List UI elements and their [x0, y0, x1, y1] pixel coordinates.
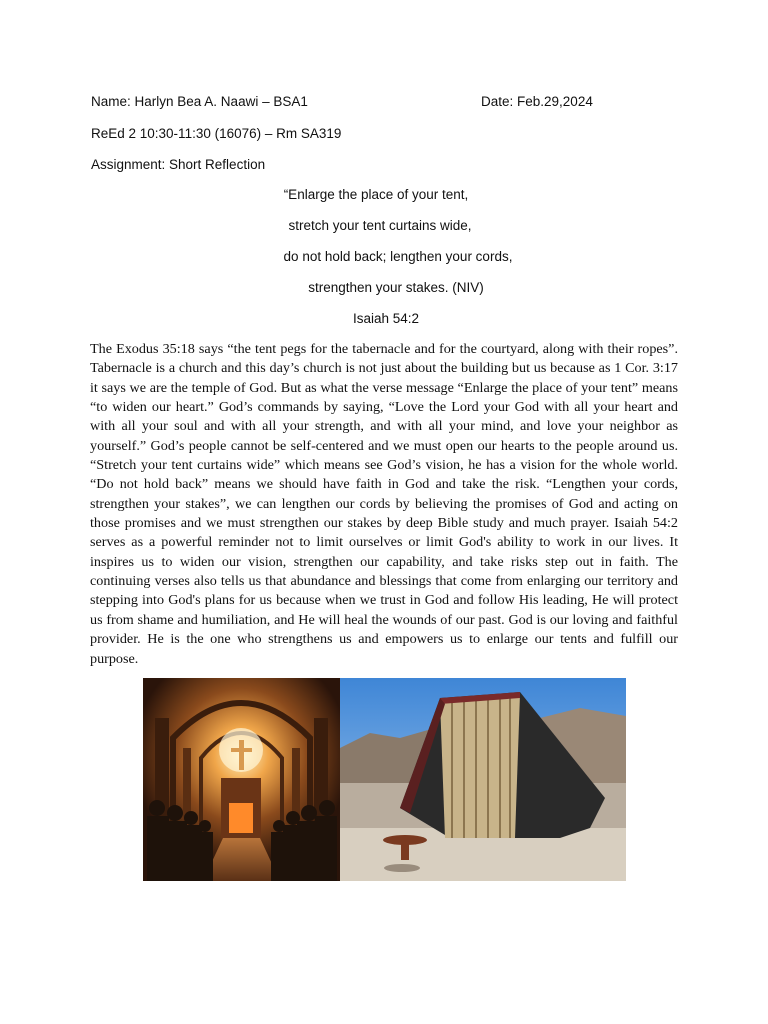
verse-line: “Enlarge the place of your tent, — [283, 187, 469, 202]
verse-line: do not hold back; lengthen your cords, — [283, 249, 513, 264]
name-line: Name: Harlyn Bea A. Naawi – BSA1 — [91, 94, 308, 109]
course-line: ReEd 2 10:30-11:30 (16076) – Rm SA319 — [91, 126, 342, 141]
church-interior-image — [143, 678, 340, 881]
assignment-line: Assignment: Short Reflection — [91, 157, 266, 172]
tabernacle-tent-image — [340, 678, 626, 881]
verse-line: strengthen your stakes. (NIV) — [308, 280, 484, 295]
reflection-paragraph: The Exodus 35:18 says “the tent pegs for the tabernacle and for the courtyard, along with their ropes”. Tabernacle is a church and this day’s church is not just about the building but us because as 1 Cor. 3:17 it says we are the temple of God. But as what the verse message “Enlarge the place of your tent” means “to widen our heart.” God’s commands by saying, “Love the Lord your God with all your heart and with all your soul and with all your strength, and with all your mind, and love your neighbor as yourself.” God’s people cannot be self-centered and we must open our hearts to the people around us. “Stretch your tent curtains wide” which means see God’s vision, he has a vision for the whole world. “Do not hold back” means we should have faith in God and take the risk. “Lengthen your cords, strengthen your stakes”, we can lengthen our cords by believing the promises of God and acting on those promises and we must strengthen our stakes by deep Bible study and much prayer. Isaiah 54:2 serves as a powerful reminder not to limit ourselves or limit God's ability to work in our lives. It inspires us to widen our vision, strengthen our capability, and take risks step out in faith. The continuing verses also tells us that abundance and blessings that come from enlarging our territory and stepping into God's plans for us because when we trust in God and follow His leading, He will protect us from shame and humiliation, and He will heal the wounds of our past. God is our loving and faithful provider. He is the one who strengthens us and empowers us to enlarge our tents and fulfill our purpose. — [90, 341, 678, 667]
date-line: Date: Feb.29,2024 — [481, 94, 593, 109]
verse-reference: Isaiah 54:2 — [352, 311, 420, 326]
verse-line: stretch your tent curtains wide, — [288, 218, 472, 233]
